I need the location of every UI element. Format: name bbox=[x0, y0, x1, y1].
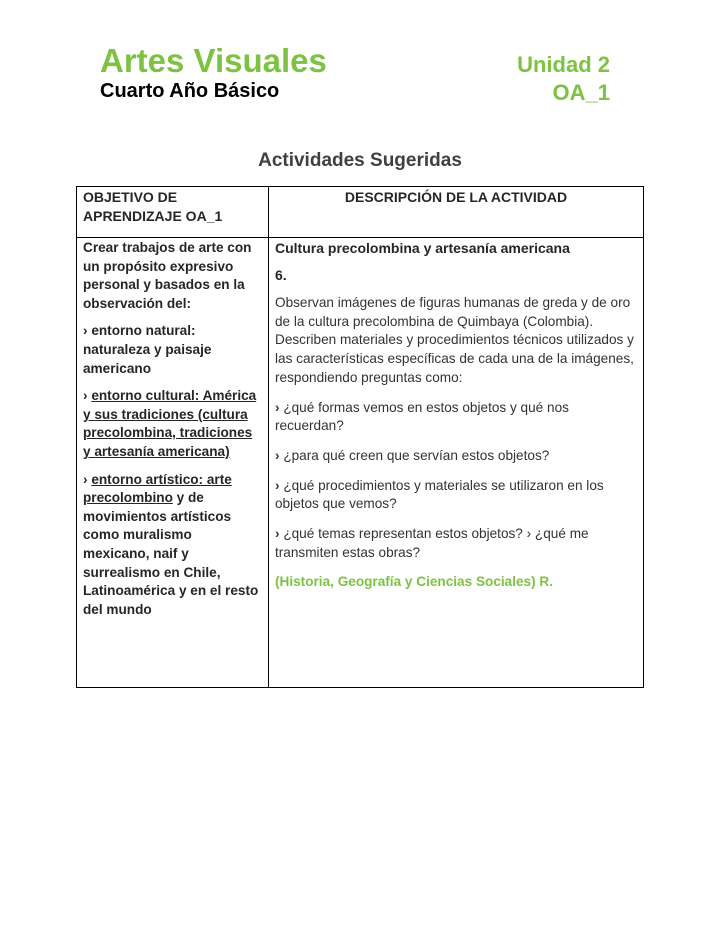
objective-item-artistic: › entorno artístico: arte precolombino y de movimientos artísticos como muralismo mexicano, naif y surrealismo en Chile, Latinoamérica y en el resto del mundo bbox=[83, 471, 259, 617]
document-subtitle: Cuarto Año Básico bbox=[100, 80, 280, 102]
bullet-symbol: › bbox=[83, 388, 88, 404]
bullet-symbol: › bbox=[83, 471, 88, 487]
section-title: Actividades Sugeridas bbox=[258, 150, 462, 171]
table-header-row bbox=[77, 187, 644, 238]
activity-number: 6. bbox=[275, 266, 287, 283]
oa-label: OA_1 bbox=[552, 80, 610, 105]
description-header: DESCRIPCIÓN DE LA ACTIVIDAD bbox=[269, 187, 644, 238]
bullet-symbol: › bbox=[275, 526, 280, 542]
unit-label: Unidad 2 bbox=[517, 52, 610, 77]
bullet-symbol: › bbox=[275, 447, 280, 463]
bullet-symbol: › bbox=[83, 323, 88, 339]
objective-item-natural: › entorno natural: naturaleza y paisaje americano bbox=[83, 323, 212, 376]
cross-reference: (Historia, Geografía y Ciencias Sociales) R. bbox=[275, 574, 554, 590]
bullet-symbol: › bbox=[275, 477, 280, 493]
document-title: Artes Visuales bbox=[100, 42, 327, 79]
objective-item-cultural: › entorno cultural: América y sus tradiciones (cultura precolombina, tradiciones y artesanía americana) bbox=[83, 388, 257, 459]
activities-table bbox=[76, 186, 644, 688]
bullet-symbol: › bbox=[275, 399, 280, 415]
objective-cell bbox=[77, 238, 269, 688]
activity-question: › ¿qué procedimientos y materiales se utilizaron en los objetos que vemos? bbox=[275, 477, 604, 512]
activity-cell bbox=[269, 238, 644, 688]
activity-subtitle: Cultura precolombina y artesanía americana bbox=[275, 240, 570, 256]
objective-header: OBJETIVO DE APRENDIZAJE OA_1 bbox=[77, 187, 269, 238]
activity-question: › ¿qué formas vemos en estos objetos y qué nos recuerdan? bbox=[275, 399, 569, 434]
table-row bbox=[77, 238, 644, 688]
activity-question: › ¿qué temas representan estos objetos? › ¿qué me transmiten estas obras? bbox=[275, 526, 589, 560]
activity-description: Observan imágenes de figuras humanas de greda y de oro de la cultura precolombina de Quimbaya (Colombia). Describen materiales y procedimientos técnicos utilizados y las características específicas de cada una de la imágenes, respondiendo preguntas como: bbox=[275, 295, 634, 385]
objective-intro: Crear trabajos de arte con un propósito expresivo personal y basados en la observación del: bbox=[83, 240, 252, 311]
activity-question: › ¿para qué creen que servían estos objetos? bbox=[275, 447, 550, 463]
